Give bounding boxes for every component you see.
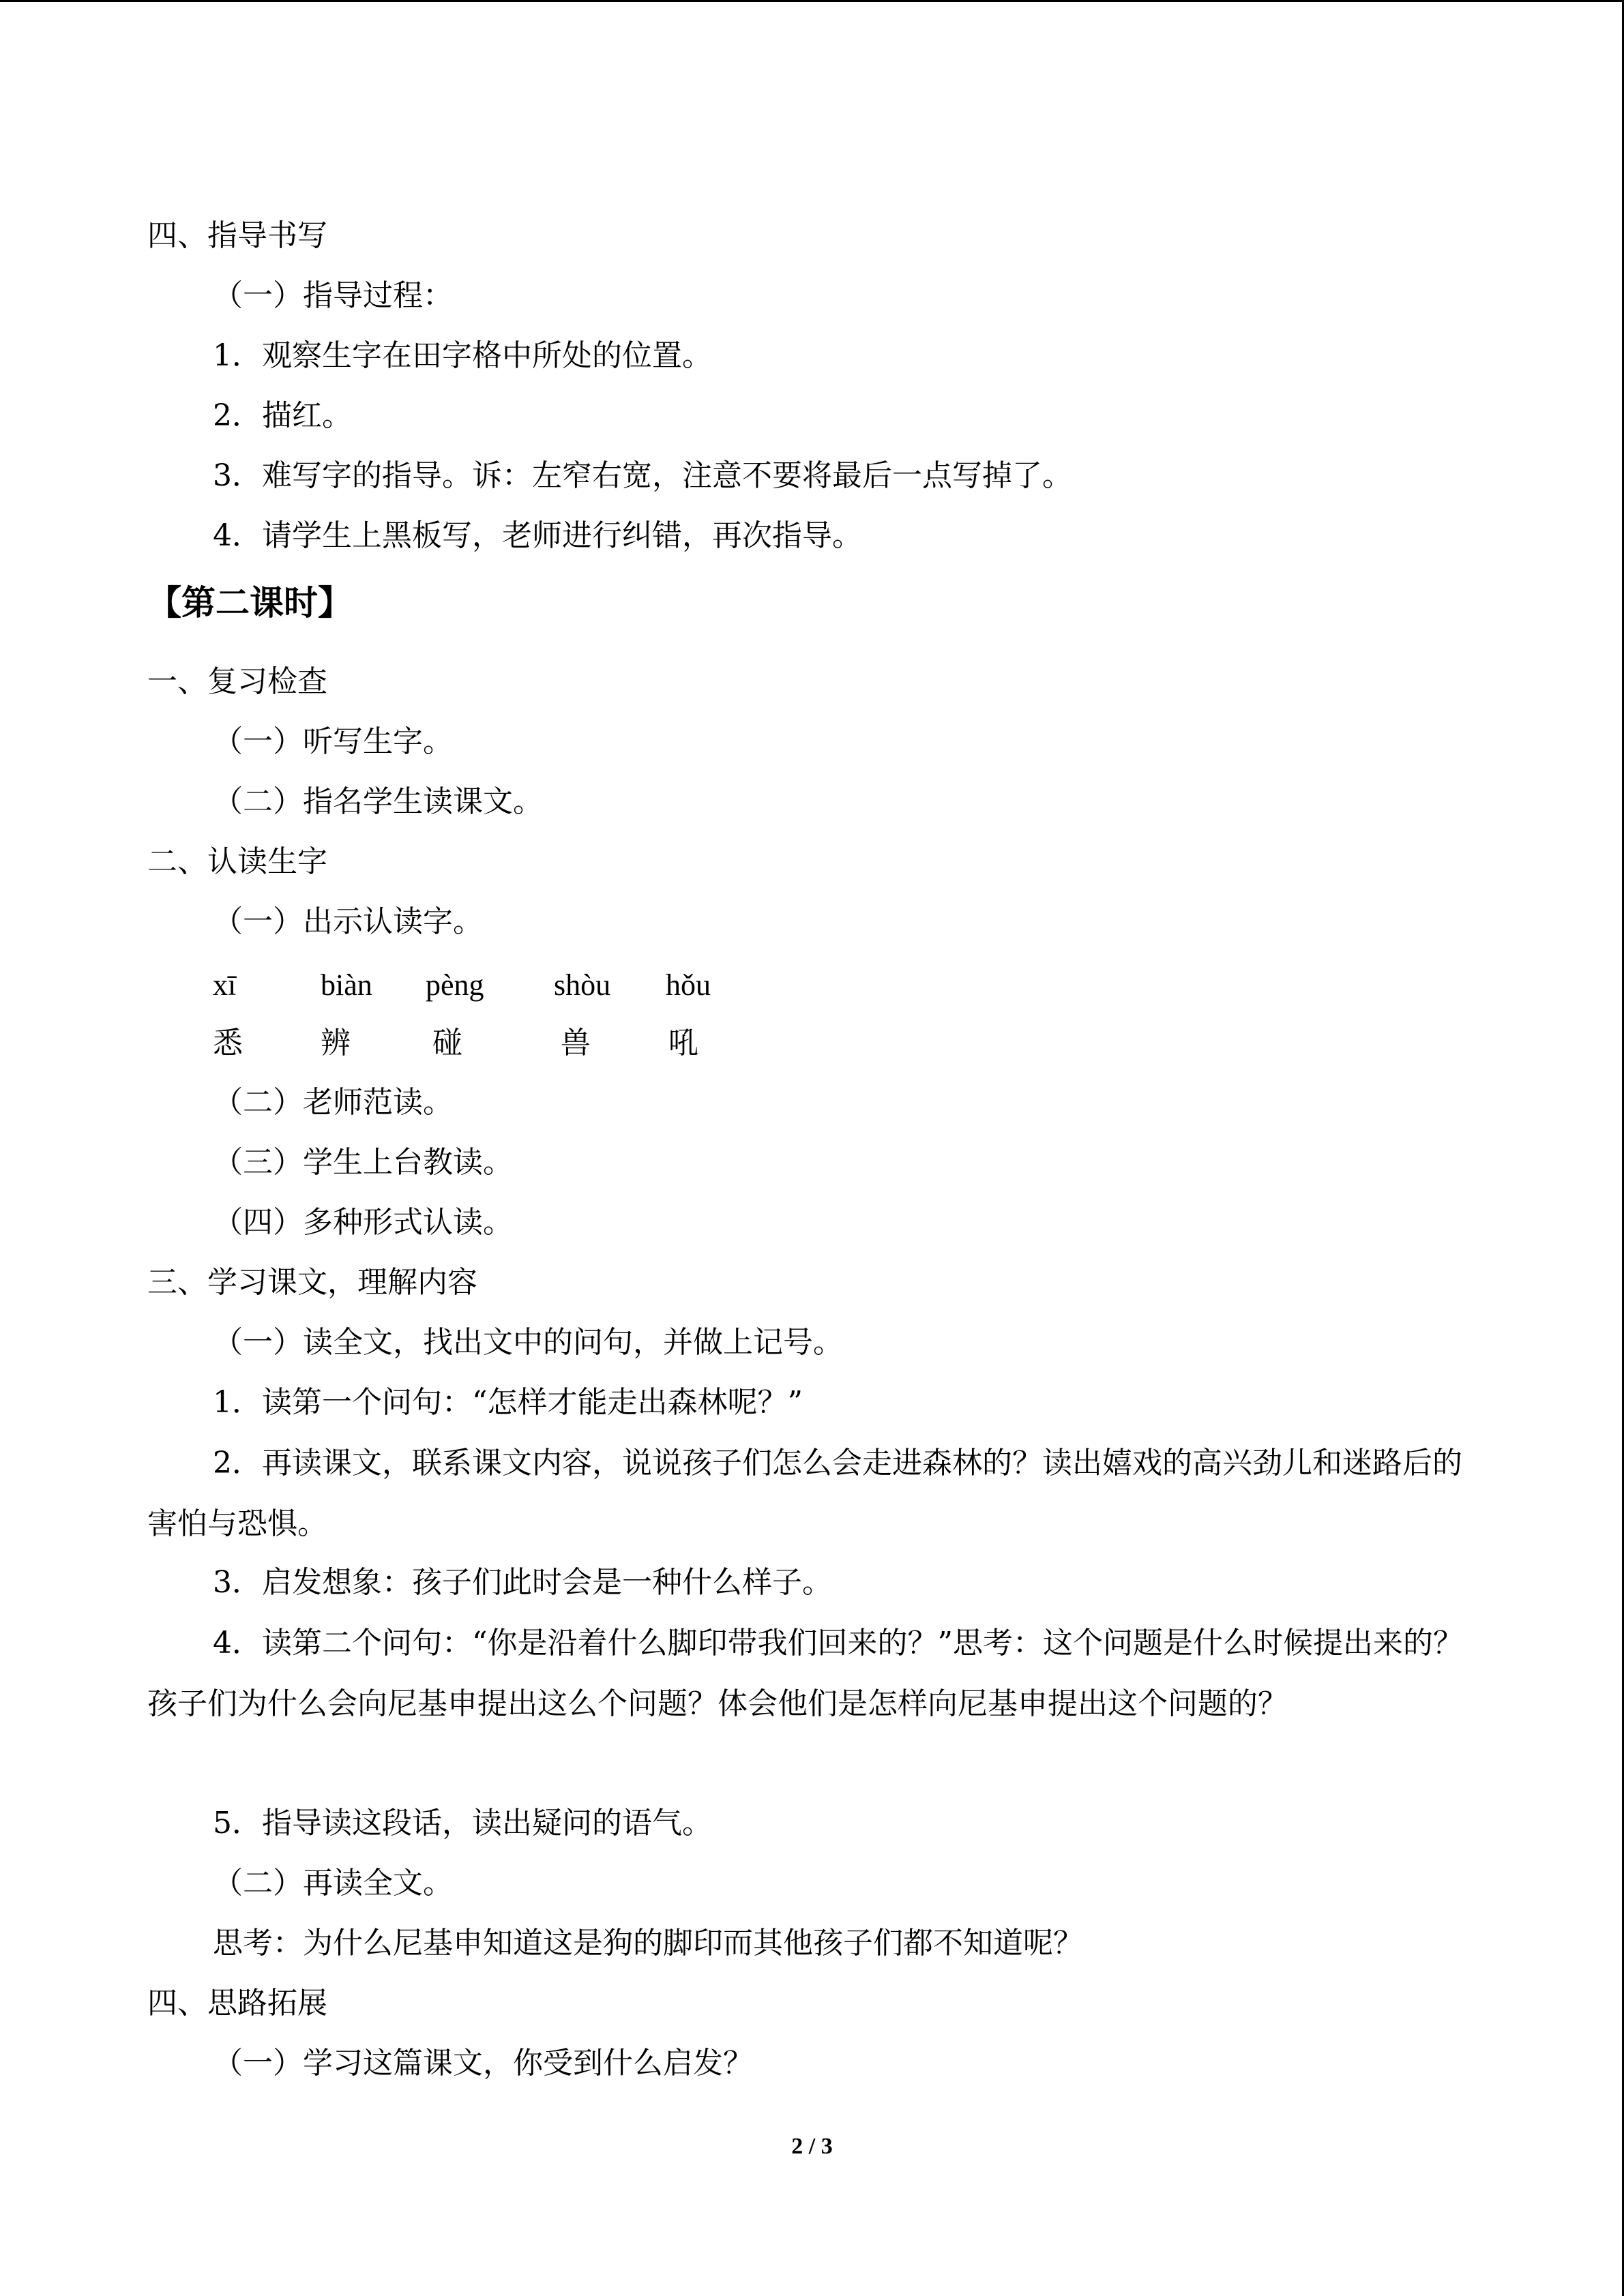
list-item: 4．请学生上黑板写，老师进行纠错，再次指导。 <box>213 518 862 553</box>
sub-heading: （三）学生上台教读。 <box>213 1145 513 1180</box>
section-heading: 二、认读生字 <box>147 844 327 879</box>
sub-heading: （二）再读全文。 <box>213 1866 453 1900</box>
pinyin: shòu <box>554 968 611 1002</box>
section-heading: 一、复习检查 <box>147 664 327 699</box>
hanzi: 悉 <box>213 1026 243 1060</box>
section-heading: 四、指导书写 <box>147 218 327 253</box>
sub-heading: （一）读全文，找出文中的问句，并做上记号。 <box>213 1325 843 1360</box>
list-item: 1．观察生字在田字格中所处的位置。 <box>213 338 712 373</box>
hanzi-row <box>213 1023 827 1064</box>
lesson-title: 【第二课时】 <box>147 582 352 623</box>
hanzi: 辨 <box>321 1026 351 1060</box>
sub-heading: （二）指名学生读课文。 <box>213 784 543 819</box>
paragraph: 2．再读课文，联系课文内容，说说孩子们怎么会走进森林的？读出嬉戏的高兴劲儿和迷路后的害怕与恐惧。 <box>147 1446 1462 1541</box>
list-item: 1．读第一个问句：“怎样才能走出森林呢？” <box>213 1385 803 1420</box>
pinyin: pèng <box>426 968 484 1002</box>
list-item: 3．难写字的指导。诉：左窄右宽，注意不要将最后一点写掉了。 <box>213 458 1072 493</box>
sub-heading: （二）老师范读。 <box>213 1085 453 1120</box>
sub-heading: （一）学习这篇课文，你受到什么启发？ <box>213 2046 753 2081</box>
hanzi: 兽 <box>561 1026 591 1060</box>
section-heading: 四、思路拓展 <box>147 1986 327 2021</box>
pinyin: biàn <box>321 968 372 1002</box>
pinyin: xī <box>213 968 237 1002</box>
sub-heading: （四）多种形式认读。 <box>213 1205 513 1240</box>
pinyin-row <box>213 965 827 1006</box>
page-number: 2 / 3 <box>791 2134 833 2159</box>
hanzi: 碰 <box>432 1026 462 1060</box>
list-item: 5．指导读这段话，读出疑问的语气。 <box>213 1806 712 1840</box>
list-item: 2．描红。 <box>213 398 352 433</box>
paragraph: 4．读第二个问句：“你是沿着什么脚印带我们回来的？”思考：这个问题是什么时候提出来的？孩子们为什么会向尼基申提出这么个问题？体会他们是怎样向尼基申提出这个问题的？ <box>147 1626 1463 1721</box>
pinyin: hǒu <box>666 968 711 1002</box>
question-text: 思考：为什么尼基申知道这是狗的脚印而其他孩子们都不知道呢？ <box>213 1926 1083 1960</box>
list-item: 3．启发想象：孩子们此时会是一种什么样子。 <box>213 1565 832 1600</box>
sub-heading: （一）听写生字。 <box>213 724 453 759</box>
hanzi: 吼 <box>668 1026 698 1060</box>
sub-heading: （一）指导过程： <box>213 278 453 313</box>
section-heading: 三、学习课文，理解内容 <box>147 1265 477 1300</box>
page-border-top <box>0 0 1624 2</box>
sub-heading: （一）出示认读字。 <box>213 904 483 939</box>
